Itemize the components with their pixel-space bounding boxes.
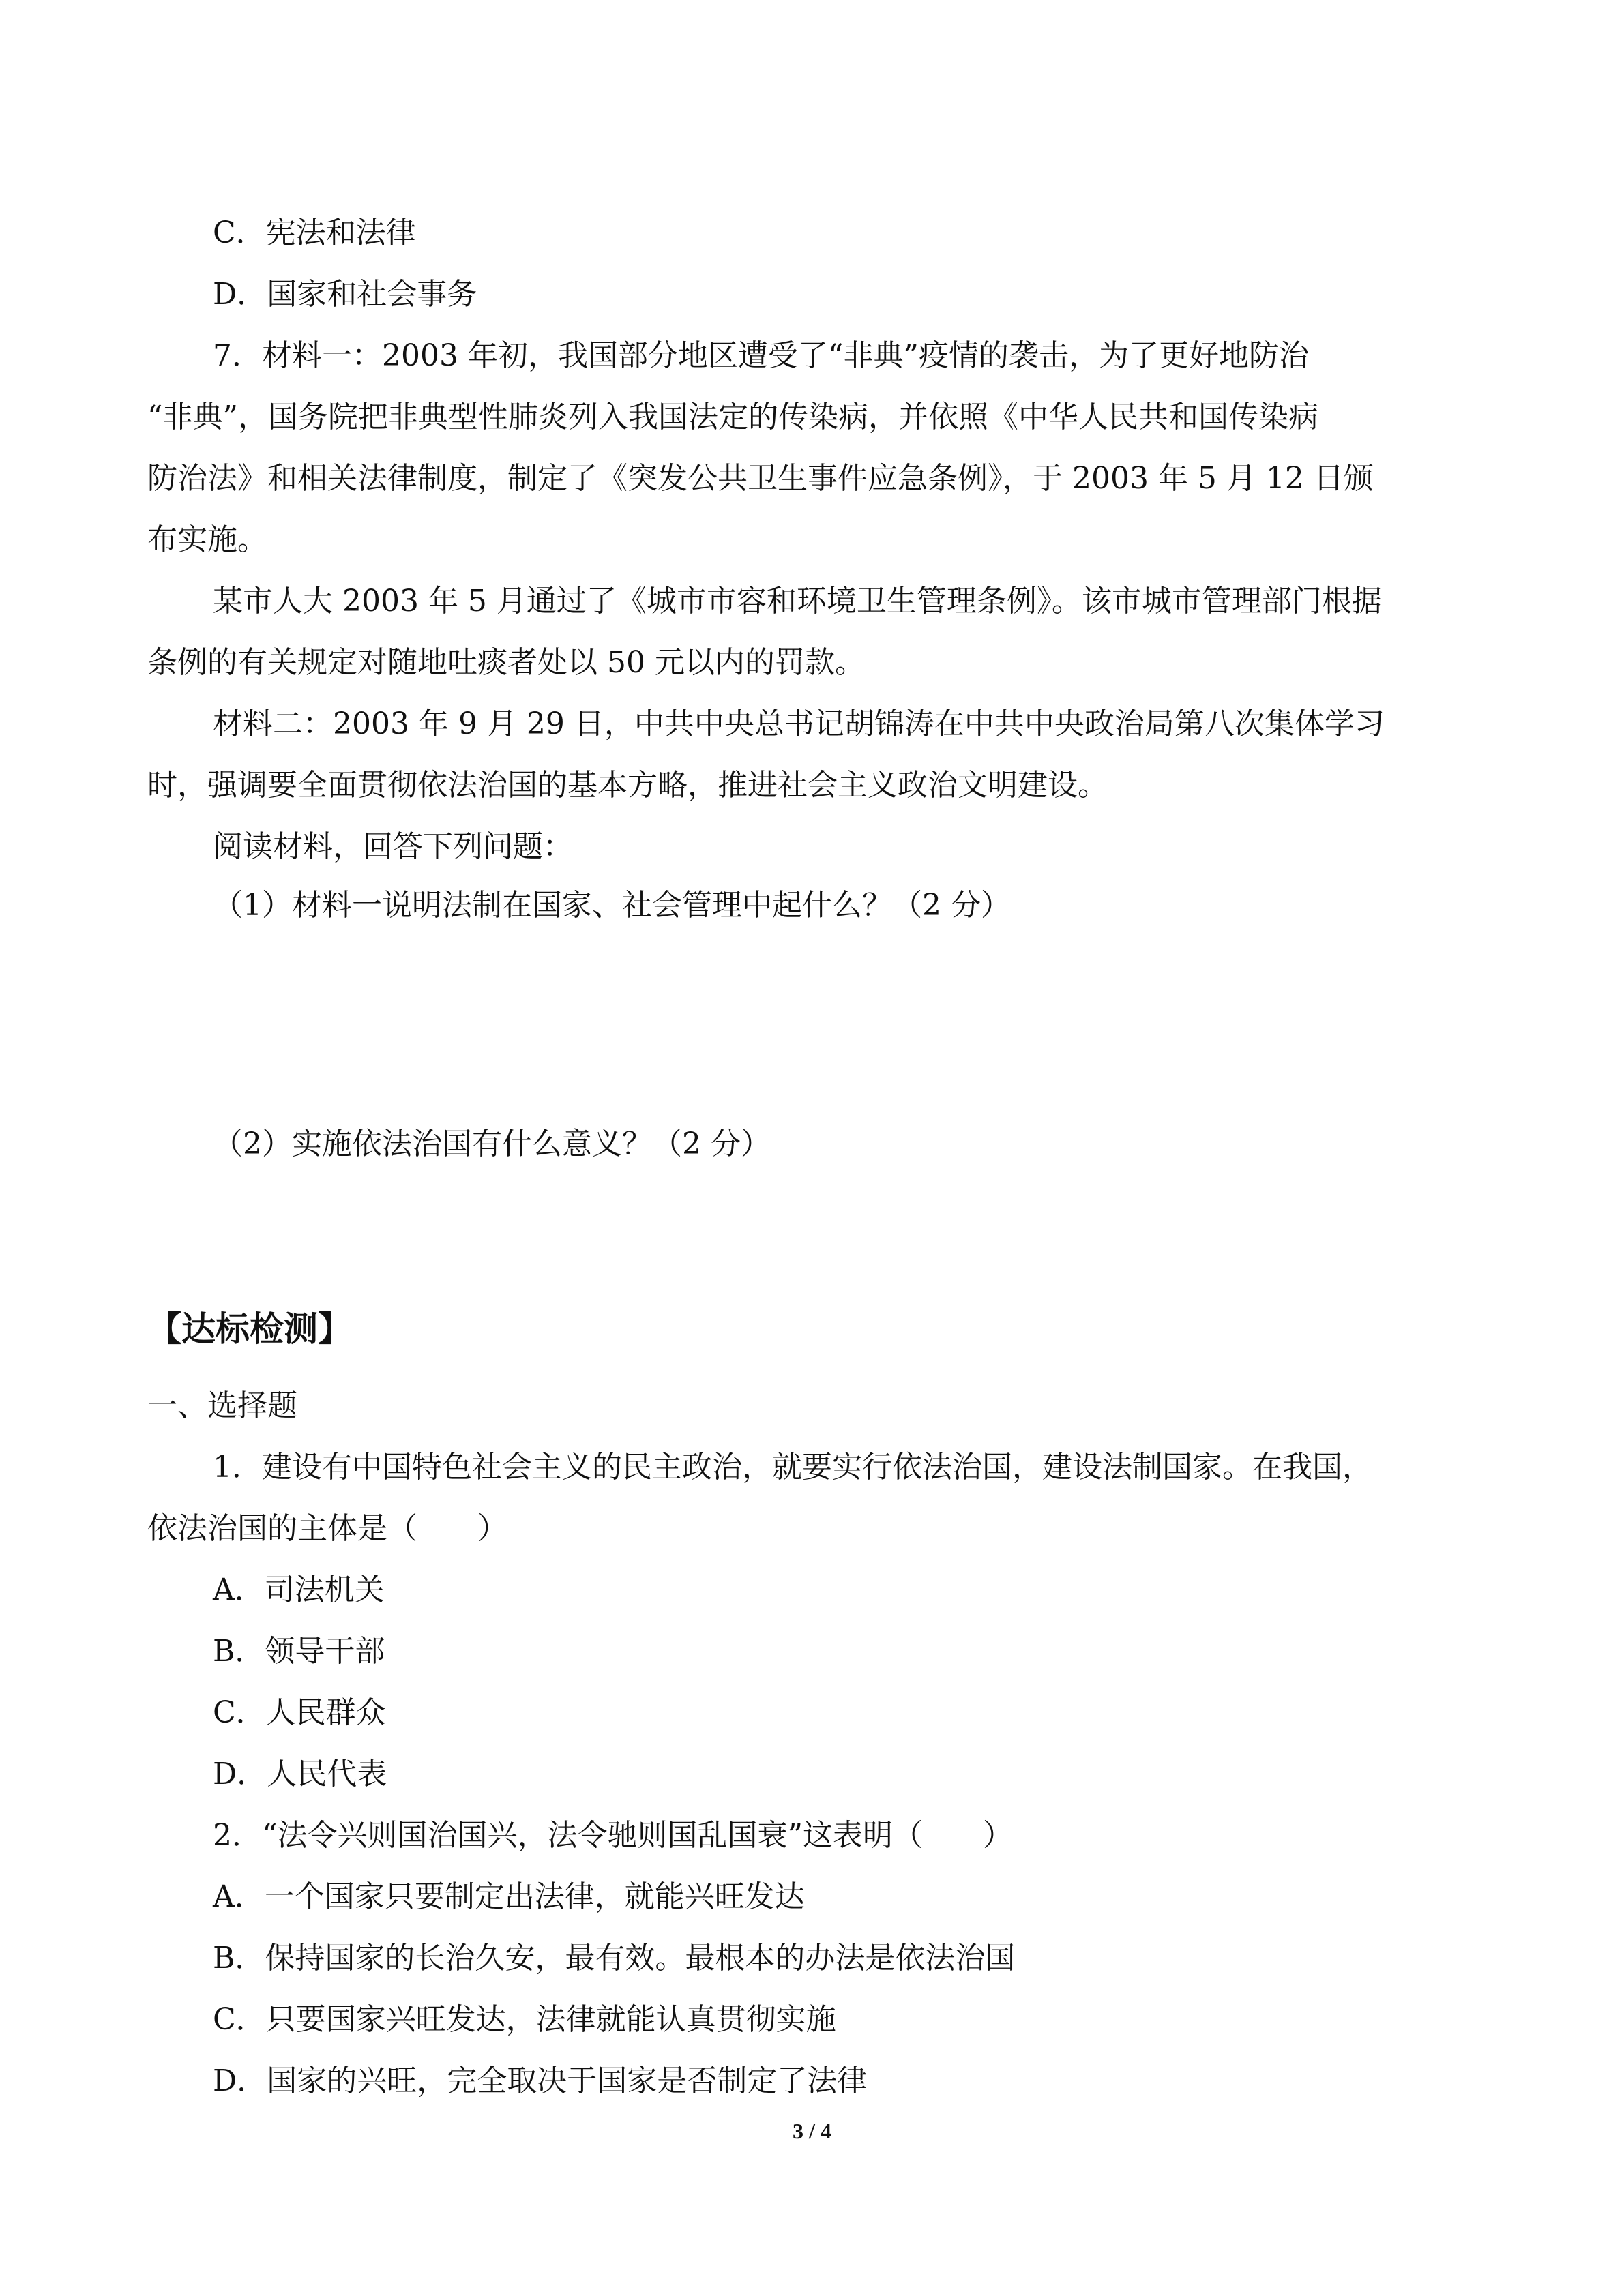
question-7-line-3: 防治法》和相关法律制度，制定了《突发公共卫生事件应急条例》，于 2003 年 5 月 12 日颁 xyxy=(147,461,1374,496)
question-1-option-a: A．司法机关 xyxy=(213,1572,385,1607)
option-d-prev: D．国家和社会事务 xyxy=(213,277,477,312)
option-c-prev: C．宪法和法律 xyxy=(213,215,416,250)
question-2-option-b: B．保持国家的长治久安，最有效。最根本的办法是依法治国 xyxy=(213,1941,1016,1976)
question-2-option-c: C．只要国家兴旺发达，法律就能认真贯彻实施 xyxy=(213,2002,836,2037)
sub-question-2: （2）实施依法治国有什么意义？（2 分） xyxy=(213,1127,771,1161)
instruction-text: 阅读材料，回答下列问题： xyxy=(213,829,573,864)
question-7-line-4: 布实施。 xyxy=(147,522,267,557)
material-paragraph-line-1: 某市人大 2003 年 5 月通过了《城市市容和环境卫生管理条例》。该市城市管理部门根据 xyxy=(213,584,1382,618)
question-7-line-1: 7．材料一：2003 年初，我国部分地区遭受了“非典”疫情的袭击，为了更好地防治 xyxy=(213,338,1309,373)
material-paragraph-line-2: 条例的有关规定对随地吐痰者处以 50 元以内的罚款。 xyxy=(147,645,865,680)
question-7-line-2: “非典”，国务院把非典型性肺炎列入我国法定的传染病，并依照《中华人民共和国传染病 xyxy=(147,400,1318,434)
material-two-line-2: 时，强调要全面贯彻依法治国的基本方略，推进社会主义政治文明建设。 xyxy=(147,768,1108,803)
section-subtitle: 一、选择题 xyxy=(147,1388,297,1423)
question-2-option-a: A．一个国家只要制定出法律，就能兴旺发达 xyxy=(213,1879,805,1914)
question-2-option-d: D．国家的兴旺，完全取决于国家是否制定了法律 xyxy=(213,2063,868,2098)
sub-question-1: （1）材料一说明法制在国家、社会管理中起什么？（2 分） xyxy=(213,888,1011,923)
question-1-option-c: C．人民群众 xyxy=(213,1695,386,1730)
question-2-line-1: 2．“法令兴则国治国兴，法令驰则国乱国衰”这表明（ ） xyxy=(213,1818,1013,1853)
material-two-line-1: 材料二：2003 年 9 月 29 日，中共中央总书记胡锦涛在中共中央政治局第八次集体学习 xyxy=(213,706,1385,741)
section-heading: 【达标检测】 xyxy=(147,1309,352,1349)
question-1-option-b: B．领导干部 xyxy=(213,1634,385,1669)
question-1-line-1: 1．建设有中国特色社会主义的民主政治，就要实行依法治国，建设法制国家。在我国， xyxy=(213,1450,1372,1485)
question-1-option-d: D．人民代表 xyxy=(213,1757,387,1791)
question-1-line-2: 依法治国的主体是（ ） xyxy=(147,1511,507,1546)
page-number: 3 / 4 xyxy=(793,2119,831,2143)
